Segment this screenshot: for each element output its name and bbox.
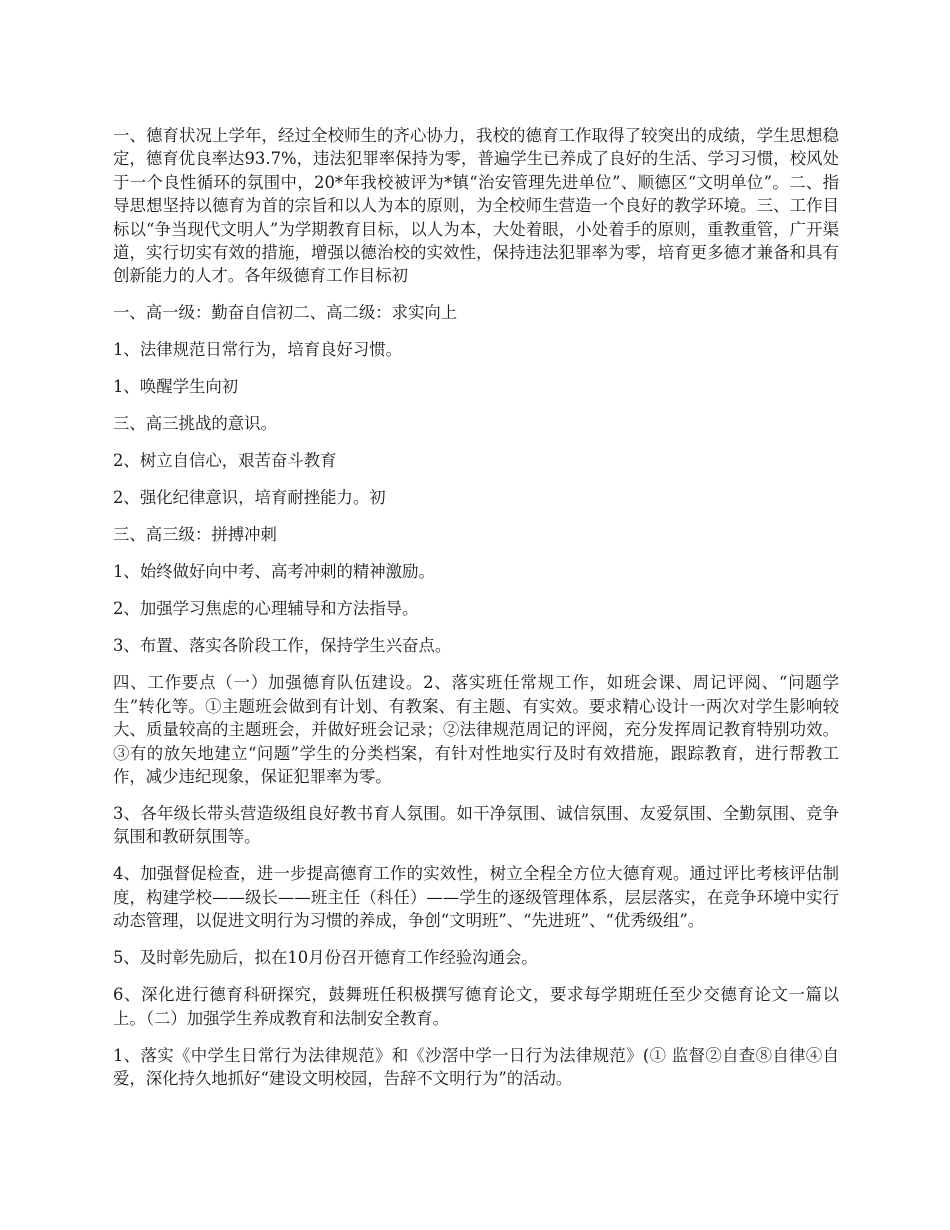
paragraph-item: 1、法律规范日常行为，培育良好习惯。 xyxy=(113,340,403,360)
paragraph-heading: 三、高三级：拼搏冲刺 xyxy=(113,525,277,545)
paragraph-grade-goals: 一、高一级：勤奋自信初二、高二级：求实向上 xyxy=(113,303,458,323)
paragraph-item: 6、深化进行德育科研探究，鼓舞班任积极撰写德育论文，要求每学期班任至少交德育论文一篇以上。（二）加强学生养成教育和法制安全教育。 xyxy=(113,985,839,1028)
paragraph-item: 3、各年级长带头营造级组良好教书育人氛围。如干净氛围、诚信氛围、友爱氛围、全勤氛围、竞争氛围和教研氛围等。 xyxy=(113,804,839,847)
paragraph-item: 3、布置、落实各阶段工作，保持学生兴奋点。 xyxy=(113,636,452,656)
paragraph-item: 1、落实《中学生日常行为法律规范》和《沙滘中学一日行为法律规范》(① 监督②自查⑧自律④自爱，深化持久地抓好“建设文明校园，告辞不文明行为”的活动。 xyxy=(113,1045,839,1089)
paragraph-work-points: 四、工作要点（一）加强德育队伍建设。2、落实班任常规工作，如班会课、周记评阅、“问题学生”转化等。①主题班会做到有计划、有教案、有主题、有实效。要求精心设计一两次对学生影响较大、质量较高的主题班会，并做好班会记录；②法律规范周记的评阅，充分发挥周记教育特别功效。③有的放矢地建立“问题”学生的分类档案，有针对性地实行及时有效措施，跟踪教育，进行帮教工作，减少违纪现象，保证犯罪率为零。 xyxy=(113,673,839,787)
paragraph-item: 2、加强学习焦虑的心理辅导和方法指导。 xyxy=(113,599,419,619)
paragraph-item: 4、加强督促检查，进一步提高德育工作的实效性，树立全程全方位大德育观。通过评比考核评估制度，构建学校——级长——班主任（科任）——学生的逐级管理体系，层层落实，在竞争环境中实行动态管理，以促进文明行为习惯的养成，争创“文明班”、“先进班”、“优秀级组”。 xyxy=(113,864,839,931)
paragraph-item: 1、始终做好向中考、高考冲刺的精神激励。 xyxy=(113,562,435,582)
paragraph-intro: 一、德育状况上学年，经过全校师生的齐心协力，我校的德育工作取得了较突出的成绩，学生思想稳定，德育优良率达93.7%，违法犯罪率保持为零，普遍学生已养成了良好的生活、学习习惯，校风处于一个良性循环的氛围中，20*年我校被评为*镇“治安管理先进单位”、顺德区“文明单位”。二、指导思想坚持以德育为首的宗旨和以人为本的原则，为全校师生营造一个良好的教学环境。三、工作目标以“争当现代文明人”为学期教育目标，以人为本，大处着眼，小处着手的原则，重教重管，广开渠道，实行切实有效的措施，增强以德治校的实效性，保持违法犯罪率为零，培育更多德才兼备和具有创新能力的人才。各年级德育工作目标初 xyxy=(113,126,839,286)
document-body xyxy=(113,124,839,1104)
paragraph-item: 2、强化纪律意识，培育耐挫能力。初 xyxy=(113,488,386,508)
paragraph-item: 5、及时彰先励后，拟在10月份召开德育工作经验沟通会。 xyxy=(113,948,538,968)
paragraph-item: 2、树立自信心，艰苦奋斗教育 xyxy=(113,451,337,471)
paragraph-heading: 三、高三挑战的意识。 xyxy=(113,414,277,434)
paragraph-item: 1、唤醒学生向初 xyxy=(113,377,239,397)
